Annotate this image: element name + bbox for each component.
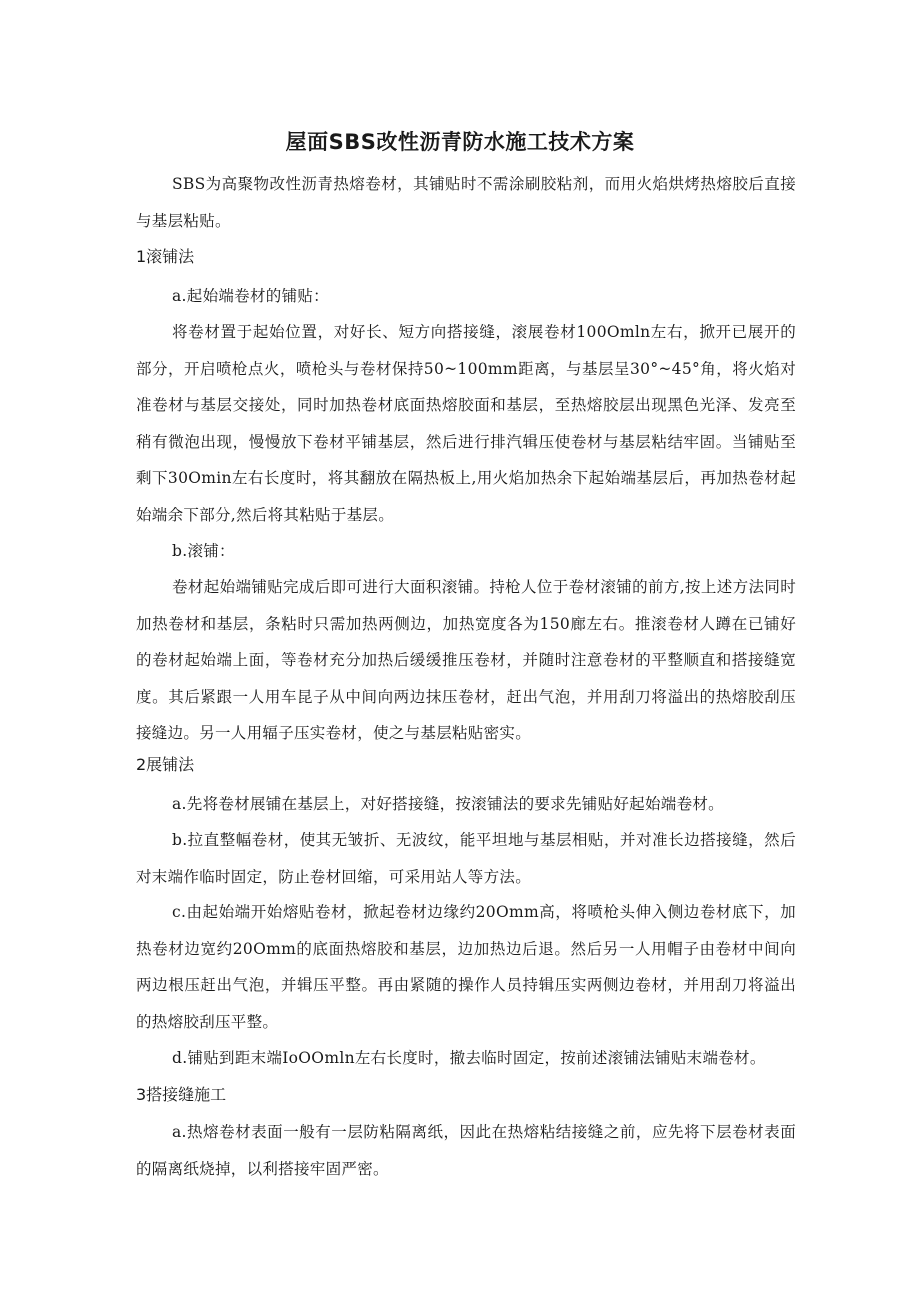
paragraph: a.热熔卷材表面一般有一层防粘隔离纸，因此在热熔粘结接缝之前，应先将下层卷材表面的隔离纸烧掉，以利搭接牢固严密。 xyxy=(136,1123,796,1178)
intro-paragraph: SBS为高聚物改性沥青热熔卷材，其铺贴时不需涂刷胶粘剂，而用火焰烘烤热熔胶后直接与基层粘贴。 xyxy=(136,175,796,230)
subheading-rolling: b.滚铺： xyxy=(172,542,235,560)
paragraph: 将卷材置于起始位置，对好长、短方向搭接缝，滚展卷材100Omln左右，掀开已展开的部分，开启喷枪点火，喷枪头与卷材保持50~100mm距离，与基层呈30°~45°角，将火焰对准卷材与基层交接处，同时加热卷材底面热熔胶面和基层，至热熔胶层出现黑色光泽、发亮至稍有微泡出现，慢慢放下卷材平铺基层，然后进行排汽辑压使卷材与基层粘结牢固。当铺贴至剩下30Omin左右长度时，将其翻放在隔热板上,用火焰加热余下起始端基层后，再加热卷材起始端余下部分,然后将其粘贴于基层。 xyxy=(136,323,796,524)
paragraph: c.由起始端开始熔贴卷材，掀起卷材边缘约20Omm高，将喷枪头伸入侧边卷材底下，加热卷材边宽约20Omm的底面热熔胶和基层，边加热边后退。然后另一人用帽子由卷材中间向两边根压赶出气泡，并辑压平整。再由紧随的操作人员持辑压实两侧边卷材，并用刮刀将溢出的热熔胶刮压平整。 xyxy=(136,903,796,1031)
section-heading-1: 1滚铺法 xyxy=(136,247,195,266)
section-heading-2: 2展铺法 xyxy=(136,755,195,774)
page-title: 屋面SBS改性沥青防水施工技术方案 xyxy=(285,130,635,154)
section-heading-3: 3搭接缝施工 xyxy=(136,1085,227,1104)
subheading-start-end: a.起始端卷材的铺贴： xyxy=(172,287,329,305)
paragraph: 卷材起始端铺贴完成后即可进行大面积滚铺。持枪人位于卷材滚铺的前方,按上述方法同时加热卷材和基层，条粘时只需加热两侧边，加热宽度各为150廊左右。推滚卷材人蹲在已铺好的卷材起始端上面，等卷材充分加热后缓缓推压卷材，并随时注意卷材的平整顺直和搭接缝宽度。其后紧跟一人用车昆子从中间向两边抹压卷材，赶出气泡，并用刮刀将溢出的热熔胶刮压接缝边。另一人用辐子压实卷材，使之与基层粘贴密实。 xyxy=(136,578,796,742)
paragraph: d.铺贴到距末端IoOOmln左右长度时，撤去临时固定，按前述滚铺法铺贴末端卷材。 xyxy=(172,1049,766,1067)
paragraph: b.拉直整幅卷材，使其无皱折、无波纹，能平坦地与基层相贴，并对准长边搭接缝，然后对末端作临时固定，防止卷材回缩，可采用站人等方法。 xyxy=(136,831,796,886)
paragraph: a.先将卷材展铺在基层上，对好搭接缝，按滚铺法的要求先铺贴好起始端卷材。 xyxy=(172,795,724,813)
